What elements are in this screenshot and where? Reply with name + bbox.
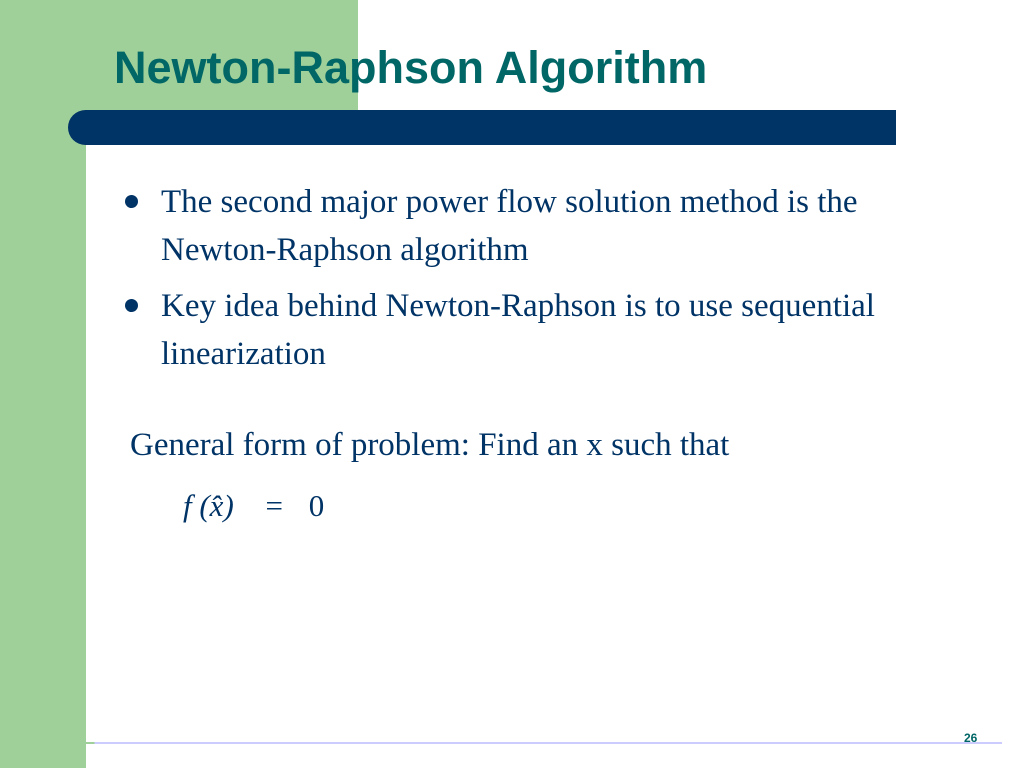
- bullet-text: Key idea behind Newton-Raphson is to use sequential linearization: [161, 288, 875, 372]
- bullet-text: The second major power flow solution method is the Newton-Raphson algorithm: [161, 184, 858, 268]
- equation-left-side: f (x̂): [183, 488, 234, 523]
- equation-right-side: 0: [308, 488, 325, 523]
- title-underline-bar: [68, 110, 896, 145]
- equation: [183, 484, 324, 528]
- bullet-dot-icon: [125, 195, 138, 208]
- equation-equals-sign: =: [265, 488, 284, 523]
- bullet-item: [120, 178, 960, 274]
- footer-divider: [26, 742, 1002, 744]
- bullet-list: [120, 178, 960, 386]
- slide-title: Newton-Raphson Algorithm: [114, 42, 708, 93]
- bullet-dot-icon: [125, 299, 138, 312]
- page-number: 26: [964, 731, 978, 745]
- general-form-statement: General form of problem: Find an x such that: [130, 427, 730, 463]
- bullet-item: [120, 282, 960, 378]
